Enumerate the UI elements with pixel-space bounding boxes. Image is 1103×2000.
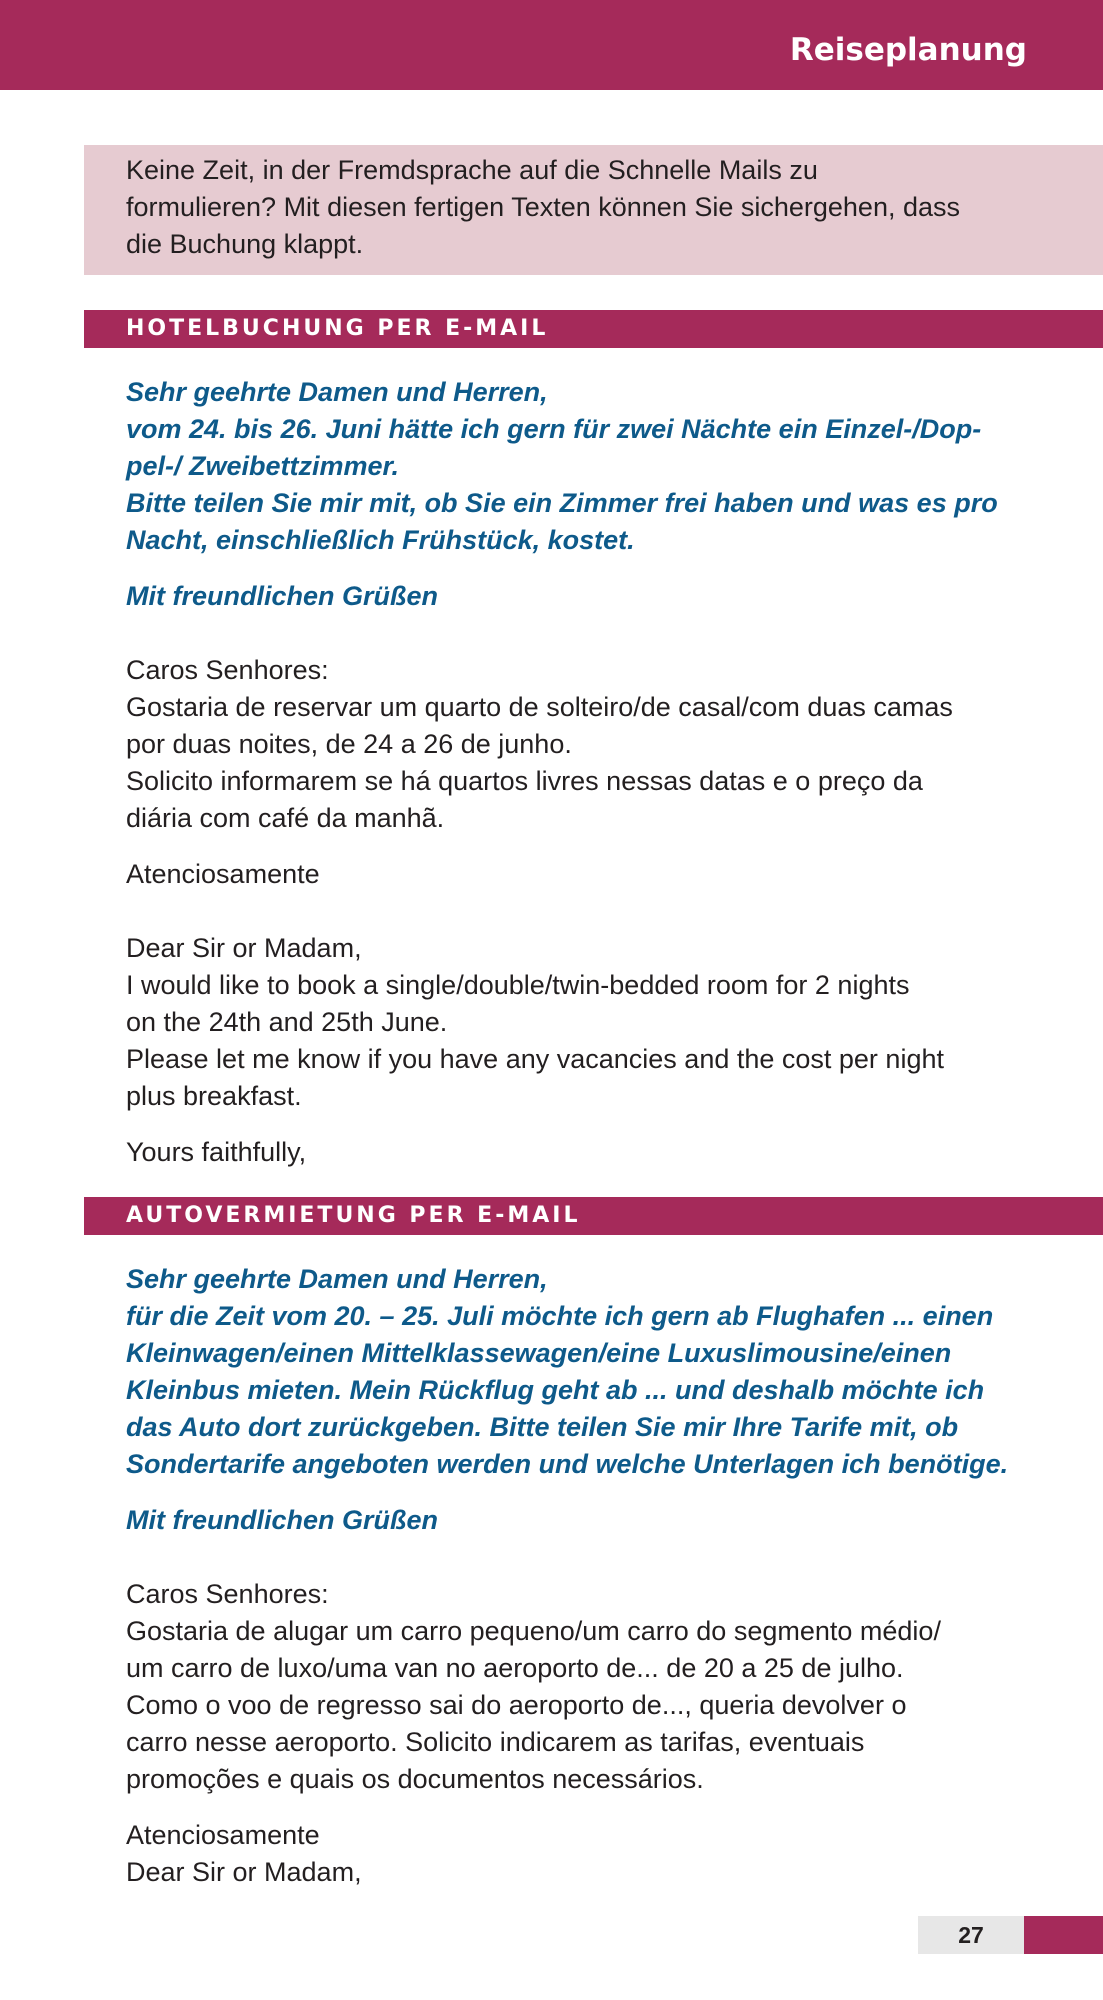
german-closing-car: Mit freundlichen Grüßen	[126, 1505, 439, 1535]
page-title: Reiseplanung	[789, 32, 1027, 68]
letter-line: Solicito informarem se há quartos livres nessas datas e o preço da	[126, 766, 923, 796]
letter-line: Gostaria de reservar um quarto de solteiro/de casal/com duas camas	[126, 692, 953, 722]
letter-line: Please let me know if you have any vacancies and the cost per night	[126, 1044, 944, 1074]
letter-line: für die Zeit vom 20. – 25. Juli möchte ich gern ab Flughafen ... einen	[126, 1301, 994, 1331]
letter-line: Bitte teilen Sie mir mit, ob Sie ein Zimmer frei haben und was es pro	[126, 488, 998, 518]
intro-line: Keine Zeit, in der Fremdsprache auf die Schnelle Mails zu	[126, 155, 818, 185]
portuguese-closing-hotel: Atenciosamente	[126, 859, 320, 889]
letter-line: on the 24th and 25th June.	[126, 1007, 448, 1037]
letter-line: plus breakfast.	[126, 1081, 302, 1111]
letter-line: carro nesse aeroporto. Solicito indicarem as tarifas, eventuais	[126, 1727, 865, 1757]
letter-line: I would like to book a single/double/twin-bedded room for 2 nights	[126, 970, 910, 1000]
letter-line: diária com café da manhã.	[126, 803, 445, 833]
letter-line: vom 24. bis 26. Juni hätte ich gern für zwei Nächte ein Einzel-/Dop-	[126, 414, 982, 444]
page-number-accent	[1024, 1916, 1103, 1954]
section-title-car: AUTOVERMIETUNG PER E-MAIL	[126, 1203, 581, 1228]
letter-line: Sehr geehrte Damen und Herren,	[126, 377, 548, 407]
english-closing-hotel: Yours faithfully,	[126, 1137, 307, 1167]
portuguese-closing-car	[126, 1817, 1046, 1891]
portuguese-letter-hotel	[126, 652, 1046, 837]
letter-line: por duas noites, de 24 a 26 de junho.	[126, 729, 572, 759]
letter-line: Dear Sir or Madam,	[126, 933, 362, 963]
page-number: 27	[958, 1922, 984, 1948]
german-letter-hotel	[126, 374, 1046, 559]
letter-line: Dear Sir or Madam,	[126, 1857, 362, 1887]
letter-line: Nacht, einschließlich Frühstück, kostet.	[126, 525, 635, 555]
letter-line: Caros Senhores:	[126, 655, 329, 685]
letter-line: pel-/ Zweibettzimmer.	[126, 451, 400, 481]
intro-text	[126, 152, 1056, 263]
letter-line: Atenciosamente	[126, 1820, 320, 1850]
german-letter-car	[126, 1261, 1046, 1483]
letter-line: Sehr geehrte Damen und Herren,	[126, 1264, 548, 1294]
letter-line: Caros Senhores:	[126, 1579, 329, 1609]
letter-line: Como o voo de regresso sai do aeroporto de..., queria devolver o	[126, 1690, 907, 1720]
portuguese-letter-car	[126, 1576, 1046, 1798]
english-letter-hotel	[126, 930, 1046, 1115]
intro-line: formulieren? Mit diesen fertigen Texten können Sie sichergehen, dass	[126, 192, 960, 222]
letter-line: Kleinwagen/einen Mittelklassewagen/eine Luxuslimousine/einen	[126, 1338, 952, 1368]
letter-line: Gostaria de alugar um carro pequeno/um carro do segmento médio/	[126, 1616, 941, 1646]
letter-line: das Auto dort zurückgeben. Bitte teilen Sie mir Ihre Tarife mit, ob	[126, 1412, 959, 1442]
letter-line: Sondertarife angeboten werden und welche Unterlagen ich benötige.	[126, 1449, 1009, 1479]
german-closing-hotel: Mit freundlichen Grüßen	[126, 581, 439, 611]
letter-line: promoções e quais os documentos necessários.	[126, 1764, 704, 1794]
letter-line: um carro de luxo/uma van no aeroporto de... de 20 a 25 de julho.	[126, 1653, 904, 1683]
letter-line: Kleinbus mieten. Mein Rückflug geht ab ... und deshalb möchte ich	[126, 1375, 985, 1405]
section-title-hotel: HOTELBUCHUNG PER E-MAIL	[126, 316, 549, 341]
intro-line: die Buchung klappt.	[126, 229, 364, 259]
